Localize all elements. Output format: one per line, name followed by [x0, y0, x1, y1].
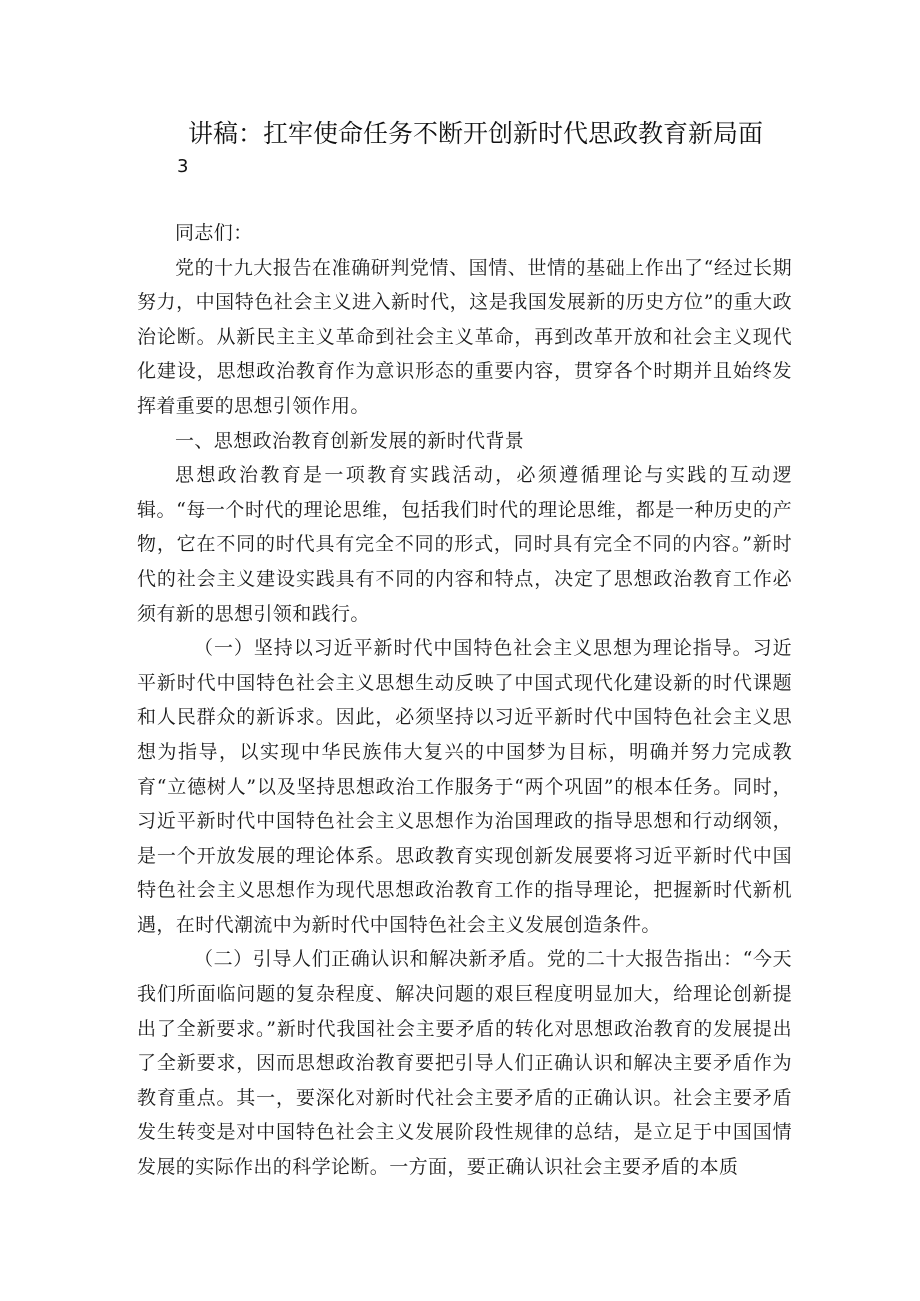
paragraph: 思想政治教育是一项教育实践活动，必须遵循理论与实践的互动逻辑。“每一个时代的理论思维，包括我们时代的理论思维，都是一种历史的产物，它在不同的时代具有完全不同的形式，同时具有完全不同的内容。”新时代的社会主义建设实践具有不同的内容和特点，决定了思想政治教育工作必须有新的思想引领和践行。	[137, 464, 792, 625]
document-body	[137, 216, 792, 1185]
section-heading: 一、思想政治教育创新发展的新时代背景	[175, 429, 525, 452]
document-title-suffix: 3	[177, 156, 189, 177]
subsection-paragraph: （一）坚持以习近平新时代中国特色社会主义思想为理论指导。习近平新时代中国特色社会主义思想生动反映了中国式现代化建设新的时代课题和人民群众的新诉求。因此，必须坚持以习近平新时代中国特色社会主义思想为指导，以实现中华民族伟大复兴的中国梦为目标，明确并努力完成教育“立德树人”以及坚持思想政治工作服务于“两个巩固”的根本任务。同时，习近平新时代中国特色社会主义思想作为治国理政的指导思想和行动纲领，是一个开放发展的理论体系。思政教育实现创新发展要将习近平新时代中国特色社会主义思想作为现代思想政治教育工作的指导理论，把握新时代新机遇，在时代潮流中为新时代中国特色社会主义发展创造条件。	[137, 637, 792, 936]
paragraph: 党的十九大报告在准确研判党情、国情、世情的基础上作出了“经过长期努力，中国特色社会主义进入新时代，这是我国发展新的历史方位”的重大政治论断。从新民主主义革命到社会主义革命，再到改革开放和社会主义现代化建设，思想政治教育作为意识形态的重要内容，贯穿各个时期并且始终发挥着重要的思想引领作用。	[137, 256, 792, 417]
salutation: 同志们：	[175, 222, 253, 244]
subsection-paragraph: （二）引导人们正确认识和解决新矛盾。党的二十大报告指出：“今天我们所面临问题的复杂程度、解决问题的艰巨程度明显加大，给理论创新提出了全新要求。”新时代我国社会主要矛盾的转化对思想政治教育的发展提出了全新要求，因而思想政治教育要把引导人们正确认识和解决主要矛盾作为教育重点。其一，要深化对新时代社会主要矛盾的正确认识。社会主要矛盾发生转变是对中国特色社会主义发展阶段性规律的总结，是立足于中国国情发展的实际作出的科学论断。一方面，要正确认识社会主要矛盾的本质	[137, 948, 792, 1179]
document-title: 讲稿：扛牢使命任务不断开创新时代思政教育新局面	[188, 119, 764, 148]
